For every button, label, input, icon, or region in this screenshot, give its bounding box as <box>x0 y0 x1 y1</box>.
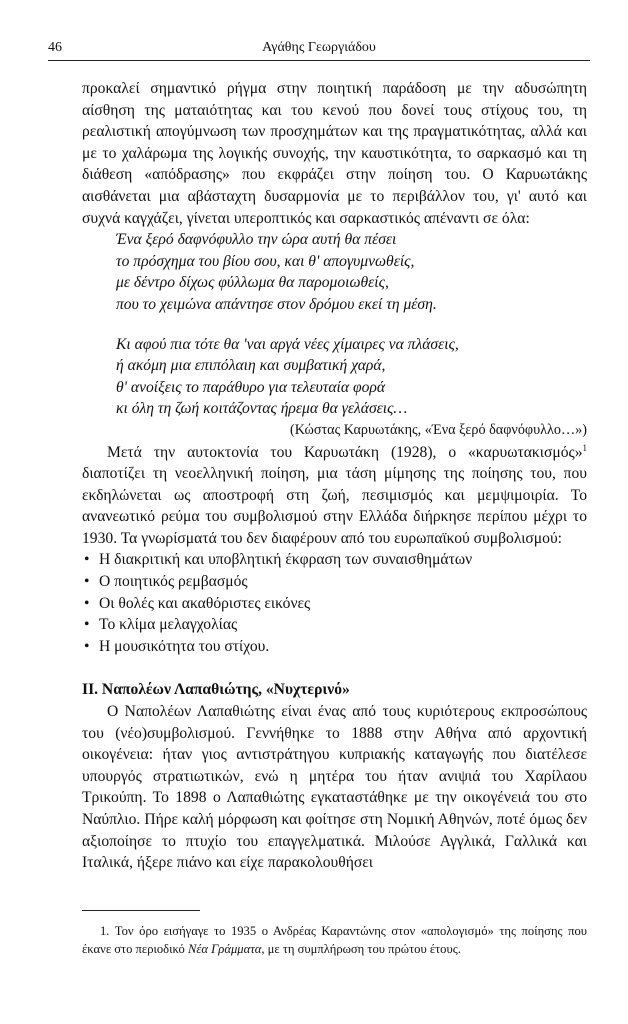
poem-line: Κι αφού πια τότε θα 'ναι αργά νέες χίμαιρες να πλάσεις, <box>116 335 459 353</box>
poem-quote <box>116 229 587 420</box>
poem-line: με δέντρο δίχως φύλλωμα θα παρομοιωθείς, <box>116 274 389 292</box>
paragraph-2-text-a: Μετά την αυτοκτονία του Καρυωτάκη (1928), ο «καρυωτακισμός» <box>107 443 583 461</box>
bullet-icon: • <box>84 551 90 569</box>
list-item-text: Η μουσικότητα του στίχου. <box>99 637 270 655</box>
list-item-text: Το κλίμα μελαγχολίας <box>99 616 238 634</box>
poem-citation: (Κώστας Καρυωτάκης, «Ένα ξερό δαφνόφυλλο…») <box>290 421 587 438</box>
footnote-text-b: , με τη συμπλήρωση του πρώτου έτους. <box>261 942 461 956</box>
paragraph-3: Ο Ναπολέων Λαπαθιώτης είναι ένας από τους κυριότερους εκπροσώπους του (νέο)συμβολισμού. Γεννήθηκε το 1888 στην Αθήνα από αρχοντική οικογένεια: ήταν γιος αντιστράτηγου κυπριακής καταγωγής που διατέλεσε υπουργός στρατιωτικών, ενώ η μητέρα του ήταν ανιψιά του Χαρίλαου Τρικούπη. Το 1898 ο Λαπαθιώτης εγκαταστάθηκε με την οικογένειά του στο Ναύπλιο. Πήρε καλή μόρφωση και φοίτησε στη Νομική Αθηνών, ποτέ όμως δεν αξιοποίησε το πτυχίο του επαγγελματικά. Μιλούσε Αγγλικά, Γαλλικά και Ιταλικά, ήξερε πιάνο και είχε παρακολουθήσει <box>82 703 587 872</box>
poem-line: θ' ανοίξεις το παράθυρο για τελευταία φορά <box>116 378 386 396</box>
list-item <box>82 614 587 636</box>
list-item <box>82 571 587 593</box>
bullet-icon: • <box>84 637 90 655</box>
list-item <box>82 593 587 615</box>
list-item <box>82 549 587 571</box>
running-title: Αγάθης Γεωργιάδου <box>262 40 376 55</box>
running-header <box>48 38 590 61</box>
poem-line: ή ακόμη μια επιπόλαιη και συμβατική χαρά, <box>116 357 386 375</box>
footnote-marker: 1 <box>582 442 587 453</box>
paragraph-2 <box>82 442 587 550</box>
paragraph-2-text-b: διαποτίζει τη νεοελληνική ποίηση, μια τάση μίμησης της ποίησης του, που εκδηλώνεται ως αποστροφή στη ζωή, πεσιμισμός και μεμψιμοιρία. Το ανανεωτικό ρεύμα του συμβολισμού στην Ελλάδα διήρκησε περίπου μέχρι το 1930. Τα γνωρίσματά του δεν διαφέρουν από του ευρωπαϊκού συμβολισμού: <box>82 465 587 547</box>
list-item <box>82 636 587 658</box>
bullet-list <box>82 549 587 657</box>
footnote <box>82 922 587 958</box>
list-item-text: Οι θολές και ακαθόριστες εικόνες <box>99 594 311 612</box>
main-text <box>82 78 587 874</box>
bullet-icon: • <box>84 594 90 612</box>
footnote-divider <box>82 910 200 911</box>
list-item-text: Ο ποιητικός ρεμβασμός <box>99 573 248 591</box>
paragraph-1: προκαλεί σημαντικό ρήγμα στην ποιητική παράδοση με την αδυσώπητη αίσθηση της ματαιότητας και του κενού που δονεί τους στίχους του, τη ρεαλιστική απογύμνωση των προσχημάτων και της πραγματικότητας, αλλά και με το χαλάρωμα της λογικής συνοχής, την καυστικότητα, το σαρκασμό και τη διάθεση «απόδρασης» που εκφράζει στην ποίηση του. Ο Καρυωτάκης αισθάνεται μια αβάσταχτη δυσαρμονία με το περιβάλλον του, γι' αυτό και συχνά καγχάζει, γίνεται υπεροπτικός και σαρκαστικός απέναντι σε όλα: <box>82 80 587 227</box>
bullet-icon: • <box>84 573 90 591</box>
poem-line: το πρόσχημα του βίου σου, και θ' απογυμνωθείς, <box>116 252 415 270</box>
section-heading: II. Ναπολέων Λαπαθιώτης, «Νυχτερινό» <box>82 681 350 699</box>
poem-line: Ένα ξερό δαφνόφυλλο την ώρα αυτή θα πέσει <box>116 231 397 249</box>
stanza-gap <box>116 316 587 334</box>
bullet-icon: • <box>84 616 90 634</box>
poem-line: κι όλη τη ζωή κοιτάζοντας ήρεμα θα γελάσεις… <box>116 400 408 418</box>
page-number: 46 <box>48 40 62 55</box>
poem-line: που το χειμώνα απάντησε στον δρόμου εκεί τη μέση. <box>116 295 437 313</box>
list-item-text: Η διακριτική και υποβλητική έκφραση των συναισθημάτων <box>99 551 473 569</box>
journal-title: Νέα Γράμματα <box>188 942 262 956</box>
footnote-text-a: 1. Τον όρο εισήγαγε το 1935 ο Ανδρέας Καραντώνης στον «απολογισμό» της ποίησης που έκανε στο περιοδικό <box>82 924 587 956</box>
